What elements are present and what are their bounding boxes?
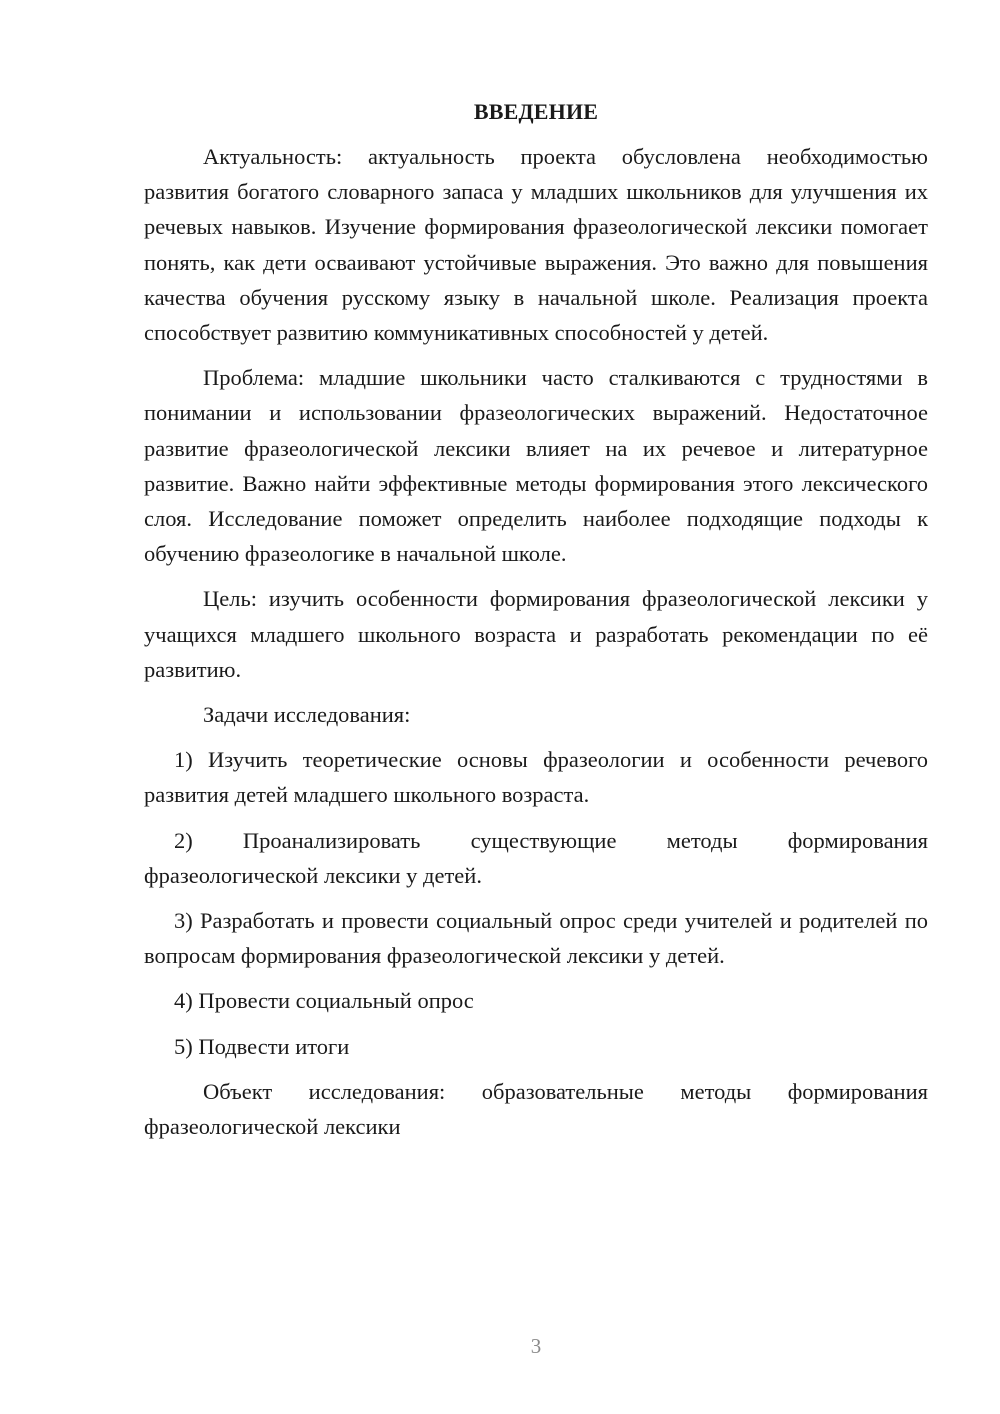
task-item-3: 3) Разработать и провести социальный опрос среди учителей и родителей по вопросам формирования фразеологической лексики у детей. [144,908,928,969]
tasks-heading: Задачи исследования: [203,702,411,728]
task-item-5: 5) Подвести итоги [174,1033,350,1059]
goal-paragraph: Цель: изучить особенности формирования фразеологической лексики у учащихся младшего школьного возраста и разработать рекомендации по её развитию. [144,586,928,682]
object-paragraph: Объект исследования: образовательные методы формирования фразеологической лексики [144,1078,928,1140]
page-body [144,94,928,1154]
page-title: ВВЕДЕНИЕ [473,99,599,124]
relevance-paragraph: Актуальность: актуальность проекта обусловлена необходимостью развития богатого словарного запаса у младших школьников для улучшения их речевых навыков. Изучение формирования фразеологической лексики помогает понять, как дети осваивают устойчивые выражения. Это важно для повышения качества обучения русскому языку в начальной школе. Реализация проекта способствует развитию коммуникативных способностей у детей. [144,144,928,346]
page-number: 3 [530,1334,542,1358]
task-item-2: 2) Проанализировать существующие методы формирования фразеологической лексики у детей. [144,827,928,888]
task-item-1: 1) Изучить теоретические основы фразеологии и особенности речевого развития детей младшего школьного возраста. [144,747,928,808]
problem-paragraph: Проблема: младшие школьники часто сталкиваются с трудностями в понимании и использовании фразеологических выражений. Недостаточное развитие фразеологической лексики влияет на их речевое и литературное развитие. Важно найти эффективные методы формирования этого лексического слоя. Исследование поможет определить наиболее подходящие подходы к обучению фразеологике в начальной школе. [144,365,928,567]
task-item-4: 4) Провести социальный опрос [174,988,474,1014]
